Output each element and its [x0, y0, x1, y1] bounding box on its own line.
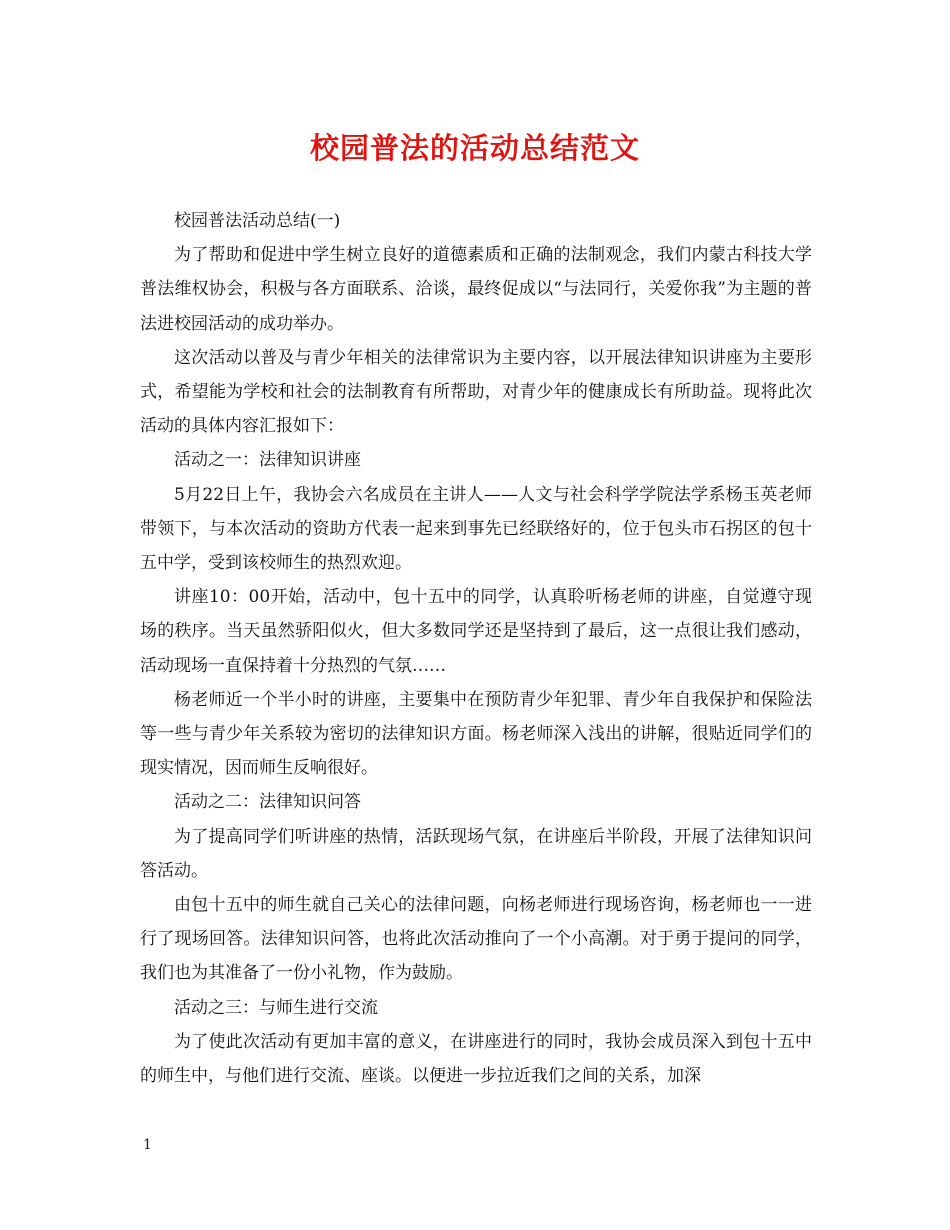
paragraph: 讲座10：00开始，活动中，包十五中的同学，认真聆听杨老师的讲座，自觉遵守现场的秩序。当天虽然骄阳似火，但大多数同学还是坚持到了最后，这一点很让我们感动，活动现场一直保持着十分热烈的气氛…… [140, 587, 812, 676]
paragraph: 为了帮助和促进中学生树立良好的道德素质和正确的法制观念，我们内蒙古科技大学普法维权协会，积极与各方面联系、洽谈，最终促成以“与法同行，关爱你我”为主题的普法进校园活动的成功举办。 [140, 245, 812, 334]
document-title: 校园普法的活动总结范文 [309, 131, 640, 165]
paragraph: 为了提高同学们听讲座的热情，活跃现场气氛，在讲座后半阶段，开展了法律知识问答活动。 [140, 826, 812, 881]
paragraph: 杨老师近一个半小时的讲座，主要集中在预防青少年犯罪、青少年自我保护和保险法等一些与青少年关系较为密切的法律知识方面。杨老师深入浅出的讲解，很贴近同学们的现实情况，因而师生反响很好。 [140, 689, 812, 779]
section-heading: 活动之二：法律知识问答 [174, 792, 361, 813]
paragraph: 5月22日上午，我协会六名成员在主讲人——人文与社会科学学院法学系杨玉英老师带领下，与本次活动的资助方代表一起来到事先已经联络好的，位于包头市石拐区的包十五中学，受到该校师生的热烈欢迎。 [140, 484, 812, 574]
paragraph: 为了使此次活动有更加丰富的意义，在讲座进行的同时，我协会成员深入到包十五中的师生中，与他们进行交流、座谈。以便进一步拉近我们之间的关系，加深 [140, 1031, 812, 1087]
section-heading: 活动之一：法律知识讲座 [174, 450, 361, 471]
section-heading: 活动之三：与师生进行交流 [174, 997, 378, 1018]
paragraph: 这次活动以普及与青少年相关的法律常识为主要内容，以开展法律知识讲座为主要形式，希望能为学校和社会的法制教育有所帮助，对青少年的健康成长有所助益。现将此次活动的具体内容汇报如下： [140, 347, 812, 437]
document-body [140, 204, 812, 1093]
paragraph: 由包十五中的师生就自己关心的法律问题，向杨老师进行现场咨询，杨老师也一一进行了现场回答。法律知识问答，也将此次活动推向了一个小高潮。对于勇于提问的同学，我们也为其准备了一份小礼物，作为鼓励。 [140, 895, 812, 984]
page-number: 1 [143, 1137, 152, 1153]
paragraph-subtitle: 校园普法活动总结(一) [174, 211, 341, 231]
